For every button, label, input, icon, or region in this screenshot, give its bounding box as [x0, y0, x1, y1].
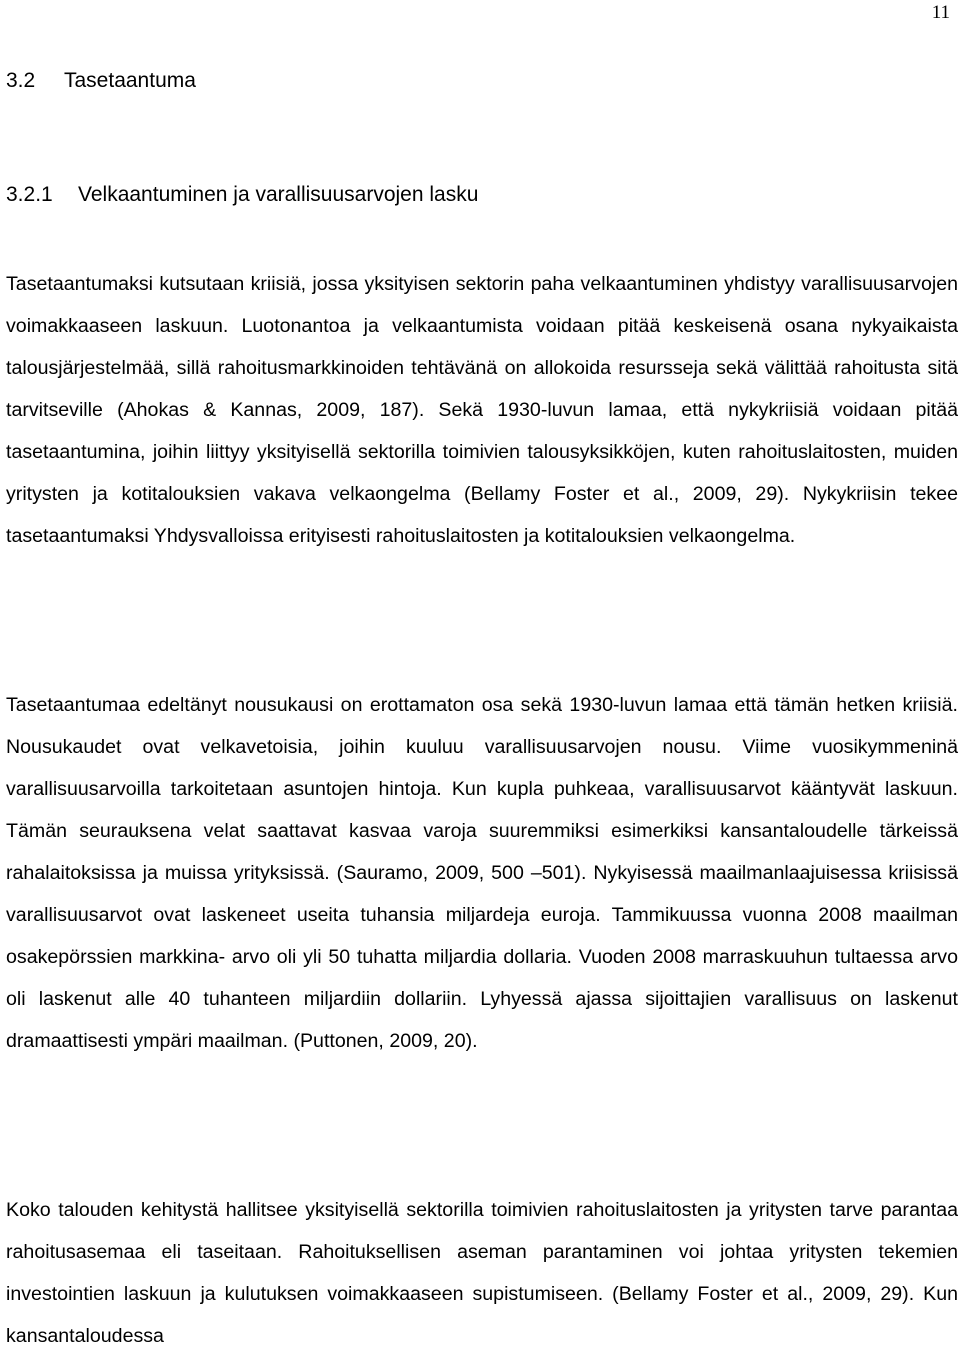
section-number: 3.2 — [6, 69, 36, 92]
paragraph-2: Tasetaantumaa edeltänyt nousukausi on erottamaton osa sekä 1930-luvun lamaa että tämän hetken kriisiä. Nousukaudet ovat velkavetoisia, joihin kuuluu varallisuusarvojen nousu. Viime vuosikymmeninä varallisuusarvoilla tarkoitetaan asuntojen hintoja. Kun kupla puhkeaa, varallisuusarvot kääntyvät laskuun. Tämän seurauksena velat saattavat kasvaa varoja suuremmiksi esimerkiksi kansantaloudelle tärkeissä rahalaitoksissa ja muissa yrityksissä. (Sauramo, 2009, 500 –501). Nykyisessä maailmanlaajuisessa kriisissä varallisuusarvot ovat laskeneet useita tuhansia miljardeja euroja. Tammikuussa vuonna 2008 maailman osakepörssien markkina- arvo oli yli 50 tuhatta miljardia dollaria. Vuoden 2008 marraskuuhun tultaessa arvo oli laskenut alle 40 tuhanteen miljardiin dollariin. Lyhyessä ajassa sijoittajien varallisuus on laskenut dramaattisesti ympäri maailman. (Puttonen, 2009, 20). — [6, 694, 958, 1052]
page-number: 11 — [931, 2, 950, 23]
section-heading — [6, 68, 196, 94]
paragraph-3: Koko talouden kehitystä hallitsee yksityisellä sektorilla toimivien rahoituslaitosten ja yritysten tarve parantaa rahoitusasemaa eli taseitaan. Rahoituksellisen aseman parantaminen voi johtaa yritysten tekemien investointien laskuun ja kulutuksen voimakkaaseen supistumiseen. (Bellamy Foster et al., 2009, 29). Kun kansantaloudessa — [6, 1199, 958, 1347]
subsection-title: Velkaantuminen ja varallisuusarvojen lasku — [78, 183, 479, 206]
paragraph-1: Tasetaantumaksi kutsutaan kriisiä, jossa yksityisen sektorin paha velkaantuminen yhdistyy varallisuusarvojen voimakkaaseen laskuun. Luotonantoa ja velkaantumista voidaan pitää keskeisenä osana nykyaikaista talousjärjestelmää, sillä rahoitusmarkkinoiden tehtävänä on allokoida resursseja sekä välittää rahoitusta sitä tarvitseville (Ahokas & Kannas, 2009, 187). Sekä 1930-luvun lamaa, että nykykriisiä voidaan pitää tasetaantumina, joihin liittyy yksityisellä sektorilla toimivien talousyksikköjen, kuten rahoituslaitosten, muiden yritysten ja kotitalouksien vakava velkaongelma (Bellamy Foster et al., 2009, 29). Nykykriisin tekee tasetaantumaksi Yhdysvalloissa erityisesti rahoituslaitosten ja kotitalouksien velkaongelma. — [6, 273, 958, 547]
subsection-heading — [6, 182, 478, 208]
subsection-number: 3.2.1 — [6, 183, 53, 206]
section-title: Tasetaantuma — [64, 69, 196, 92]
